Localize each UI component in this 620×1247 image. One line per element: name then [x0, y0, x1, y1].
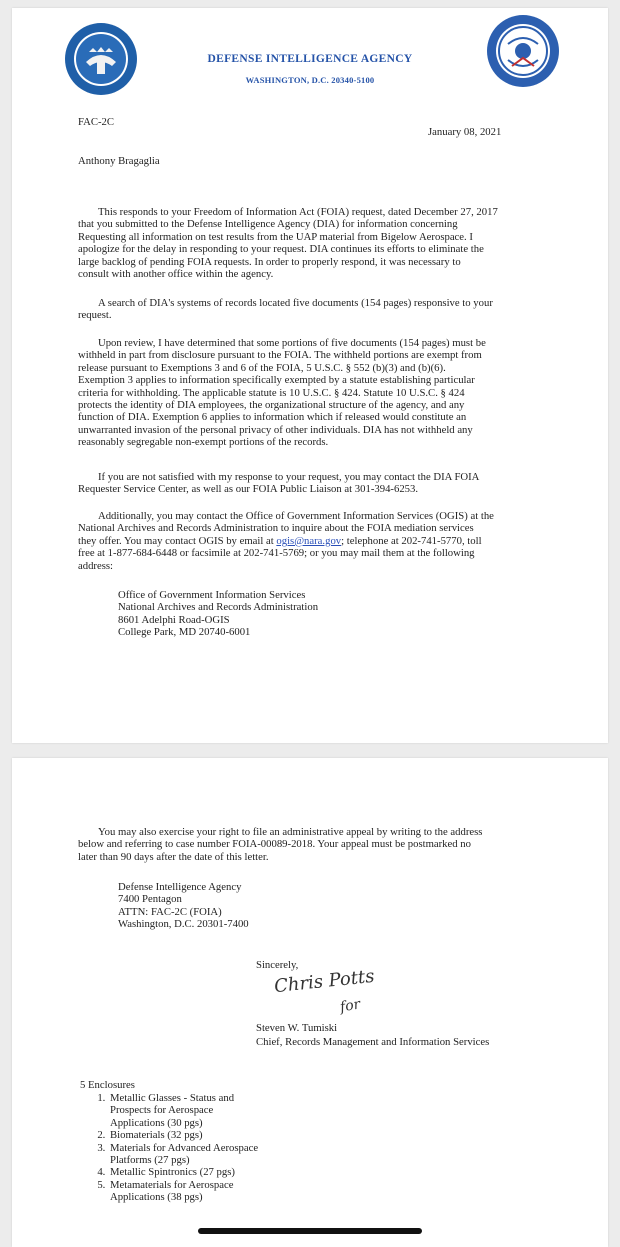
- text-line: Additionally, you may contact the Office of Government Information Services (OGIS) at the: [98, 510, 494, 522]
- home-indicator-bar[interactable]: [198, 1228, 422, 1234]
- address-line: Washington, D.C. 20301-7400: [118, 918, 249, 931]
- paragraph-search: [78, 297, 598, 322]
- letter-date: January 08, 2021: [428, 126, 502, 138]
- reference-code: FAC-2C: [78, 116, 115, 128]
- text-line: Upon review, I have determined that some portions of five documents (154 pages) must be: [98, 337, 486, 349]
- text-line: This responds to your Freedom of Information Act (FOIA) request, dated December 27, 2017: [98, 206, 498, 218]
- text-line: Requester Service Center, as well as our FOIA Public Liaison at 301-394-6253.: [78, 483, 419, 496]
- text-line: they offer. You may contact OGIS by email at: [78, 534, 277, 547]
- enclosure-item: 4. Metallic Spintronics (27 pgs): [108, 1166, 348, 1178]
- text-line: If you are not satisfied with my response to your request, you may contact the DIA FOIA: [98, 471, 480, 483]
- address-line: National Archives and Records Administration: [118, 601, 319, 614]
- enclosures-list: [90, 1092, 348, 1204]
- address-line: Defense Intelligence Agency: [118, 881, 242, 893]
- text-line: consult with another office within the agency.: [78, 268, 274, 281]
- signer-title: Chief, Records Management and Information Services: [256, 1036, 490, 1048]
- paragraph-contact: [78, 471, 598, 496]
- text-line: large backlog of pending FOIA requests. In order to properly respond, it was necessary to: [78, 255, 461, 268]
- text-line: that you submitted to the Defense Intelligence Agency (DIA) for information concerning: [78, 218, 458, 231]
- text-line: Exemption 3 applies to information specifically exempted by a statute establishing particular: [78, 374, 475, 387]
- text-line: unwarranted invasion of the personal privacy of other individuals. DIA has not withheld any: [78, 423, 473, 436]
- handwritten-signature-for: for: [338, 996, 362, 1016]
- letter-page-1: [12, 8, 608, 743]
- text-line: criteria for withholding. The applicable statute is 10 U.S.C. § 424. Statute 10 U.S.C. § 424: [78, 386, 465, 399]
- paragraph-review: [78, 337, 598, 449]
- text-line: apologize for the delay in responding to your request. DIA continues its efforts to eliminate the: [78, 243, 484, 256]
- text-line: protects the identity of DIA employees, the organizational structure of the agency, and any: [78, 399, 465, 412]
- text-line: address:: [78, 559, 114, 572]
- signer-name: Steven W. Tumiski: [256, 1022, 338, 1034]
- enclosure-item: 1. Metallic Glasses - Status and Prospects for Aerospace Applications (30 pgs): [108, 1092, 348, 1129]
- addressee-name: Anthony Bragaglia: [78, 155, 160, 167]
- appeal-mailing-address: [118, 881, 518, 931]
- text-line: later than 90 days after the date of this letter.: [78, 850, 269, 863]
- text-line: function of DIA. Exemption 6 applies to information which if released would constitute an: [78, 411, 467, 424]
- paragraph-appeal: [78, 826, 598, 863]
- paragraph-response: [78, 206, 598, 280]
- text-line: request.: [78, 309, 112, 322]
- text-line: A search of DIA's systems of records located five documents (154 pages) responsive to your: [98, 297, 493, 309]
- enclosure-item: 3. Materials for Advanced Aerospace Platforms (27 pgs): [108, 1142, 348, 1167]
- text-line: withheld in part from disclosure pursuant to the FOIA. The withheld portions are exempt from: [78, 349, 482, 362]
- text-line: ; telephone at 202-741-5770, toll: [341, 534, 482, 547]
- address-line: 7400 Pentagon: [118, 893, 182, 906]
- ogis-mailing-address: [118, 589, 518, 639]
- closing-salutation: Sincerely,: [256, 959, 299, 971]
- text-line: You may also exercise your right to file an administrative appeal by writing to the address: [98, 826, 483, 838]
- enclosure-item: 2. Biomaterials (32 pgs): [108, 1129, 348, 1141]
- text-line: National Archives and Records Administration to inquire about the FOIA mediation services: [78, 522, 474, 535]
- agency-name: DEFENSE INTELLIGENCE AGENCY: [207, 53, 413, 65]
- address-line: 8601 Adelphi Road-OGIS: [118, 613, 230, 626]
- text-line: reasonably segregable non-exempt portions of the records.: [78, 436, 329, 449]
- enclosures-heading: 5 Enclosures: [80, 1079, 135, 1091]
- ogis-email-link[interactable]: ogis@nara.gov: [276, 534, 342, 547]
- text-line: free at 1-877-684-6448 or facsimile at 202-741-5769; or you may mail them at the following: [78, 547, 475, 560]
- enclosure-item: 5. Metamaterials for Aerospace Applications (38 pgs): [108, 1179, 348, 1204]
- address-line: College Park, MD 20740-6001: [118, 626, 251, 639]
- paragraph-ogis: [78, 510, 598, 572]
- handwritten-signature: Chris Potts: [273, 965, 376, 998]
- letter-page-2: [12, 758, 608, 1247]
- address-line: Office of Government Information Services: [118, 589, 306, 601]
- text-line: below and referring to case number FOIA-00089-2018. Your appeal must be postmarked no: [78, 838, 471, 851]
- text-line: Requesting all information on test results from the UAP material from Bigelow Aerospace. I: [78, 230, 473, 243]
- address-line: ATTN: FAC-2C (FOIA): [118, 905, 222, 918]
- agency-address: WASHINGTON, D.C. 20340-5100: [245, 75, 375, 85]
- text-line: release pursuant to Exemptions 3 and 6 of the FOIA, 5 U.S.C. § 552 (b)(3) and (b)(6).: [78, 361, 446, 374]
